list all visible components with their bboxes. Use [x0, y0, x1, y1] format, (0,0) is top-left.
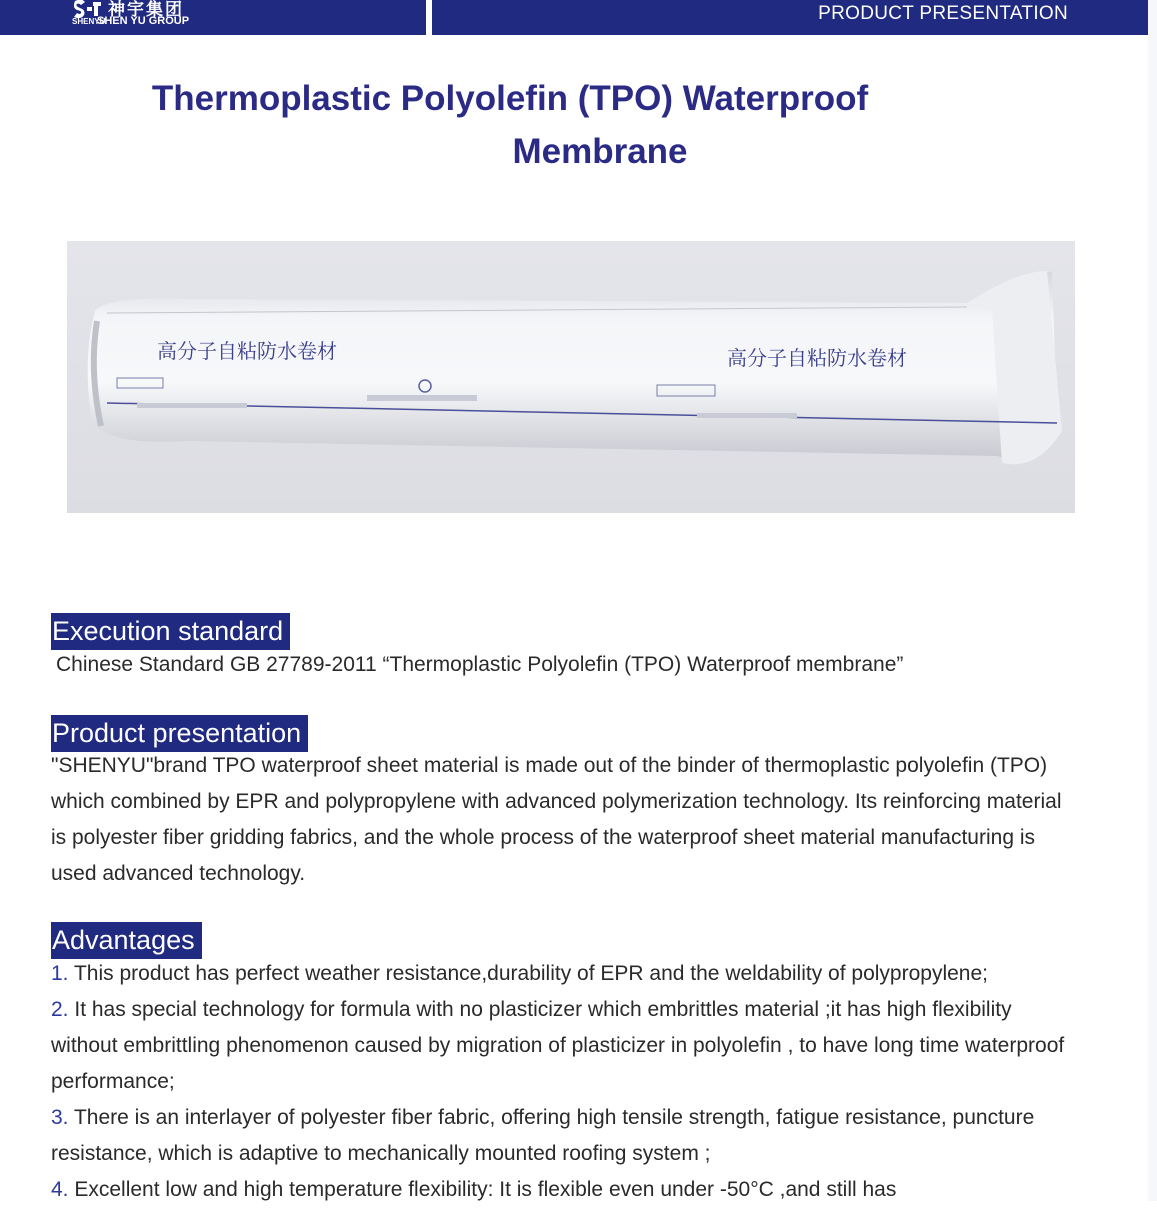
list-item-number: 4.	[51, 1178, 69, 1201]
list-item-number: 2.	[51, 998, 69, 1021]
header-title: PRODUCT PRESENTATION	[818, 3, 1068, 24]
list-item	[51, 956, 1081, 992]
section-heading-presentation: Product presentation	[51, 715, 308, 752]
header-bar-left	[0, 0, 426, 35]
list-item	[51, 992, 1066, 1100]
photo-label-right: 高分子自粘防水卷材	[727, 346, 907, 370]
page-edge	[1148, 0, 1157, 1201]
list-item	[51, 1172, 1081, 1208]
logo-chinese-text: 神宇集团	[108, 0, 184, 19]
list-item-text: Excellent low and high temperature flexibility: It is flexible even under -50°C ,and still has	[74, 1178, 897, 1201]
execution-standard-text: Chinese Standard GB 27789-2011 “Thermoplastic Polyolefin (TPO) Waterproof membrane”	[56, 653, 904, 676]
list-item-number: 1.	[51, 962, 69, 985]
section-heading-execution: Execution standard	[51, 613, 290, 650]
logo-group-text: SHEN YU GROUP	[97, 15, 190, 27]
product-roll-photo	[67, 241, 1075, 513]
photo-label-left: 高分子自粘防水卷材	[157, 339, 337, 363]
page-title	[140, 72, 880, 178]
product-presentation-text: "SHENYU"brand TPO waterproof sheet material is made out of the binder of thermoplastic polyolefin (TPO) which combined by EPR and polypropylene with advanced polymerization technology. Its reinforcing material is polyester fiber gridding fabrics, and the whole process of the waterproof sheet material manufacturing is used advanced technology.	[51, 754, 1062, 885]
page-title-line1: Thermoplastic Polyolefin (TPO) Waterproof	[151, 79, 869, 118]
advantages-list	[51, 956, 1081, 1208]
list-item-text: There is an interlayer of polyester fiber fabric, offering high tensile strength, fatigue resistance, puncture resistance, which is adaptive to mechanically mounted roofing system ;	[51, 1106, 1035, 1165]
list-item-text: It has special technology for formula with no plasticizer which embrittles material ;it has high flexibility without embrittling phenomenon caused by migration of plasticizer in polyolefin , to have long time waterproof performance;	[51, 998, 1065, 1093]
section-heading-advantages: Advantages	[51, 922, 202, 959]
list-item-text: This product has perfect weather resistance,durability of EPR and the weldability of polypropylene;	[73, 962, 988, 985]
logo-shenyu-text: SHENYU	[72, 17, 106, 26]
page-title-line2: Membrane	[512, 132, 688, 171]
list-item	[51, 1100, 1041, 1172]
list-item-number: 3.	[51, 1106, 69, 1129]
